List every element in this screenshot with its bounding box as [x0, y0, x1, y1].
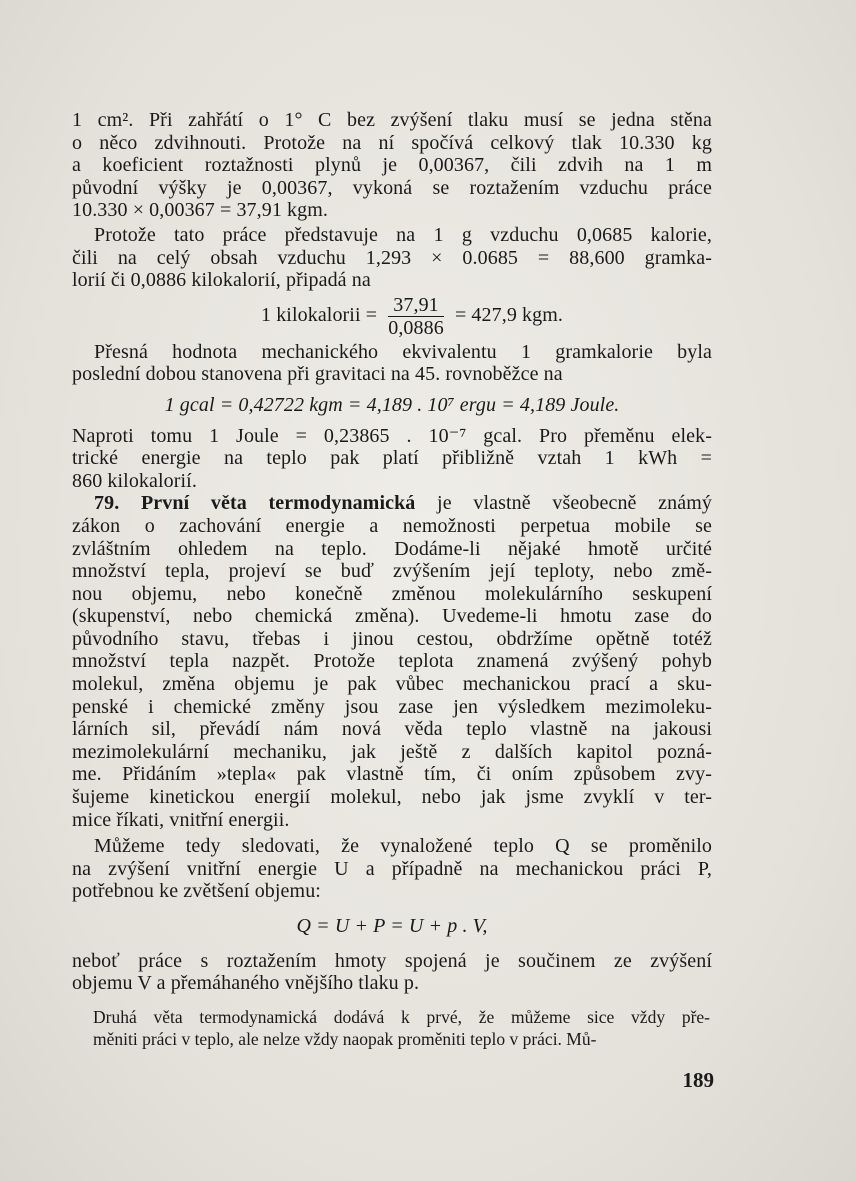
text-line: množství tepla nazpět. Protože teplota znamená zvýšený pohyb [72, 650, 712, 673]
text-line: penské i chemické změny jsou zase jen výsledkem mezimoleku- [72, 695, 712, 718]
text-line: neboť práce s roztažením hmoty spojená je součinem ze zvýšení [72, 949, 712, 972]
text-line: molekul, změna objemu je pak vůbec mechanickou prací a sku- [72, 673, 712, 696]
equation-kilokalorie [112, 294, 712, 339]
paragraph-7 [72, 950, 712, 995]
text-line: Naproti tomu 1 Joule = 0,23865 . 10⁻⁷ gcal. Pro přeměnu elek- [72, 424, 712, 447]
text-line: Můžeme tedy sledovati, že vynaložené teplo Q se proměnilo [94, 835, 712, 858]
paragraph-4 [72, 425, 712, 493]
text-line: trické energie na teplo pak platí přibližně vztah 1 kWh = [72, 447, 712, 470]
section-heading: 79. První věta termodynamická [94, 492, 416, 515]
text-line: nou objemu, nebo konečně změnou molekulárního seskupení [72, 582, 712, 605]
fraction [388, 294, 444, 339]
text-line: a koeficient roztažnosti plynů je 0,00367, čili zdvih na 1 m [72, 154, 712, 177]
text-line: potřebnou ke zvětšení objemu: [72, 880, 321, 903]
footnote [93, 1006, 710, 1050]
text-line: množství tepla, projeví se buď zvýšením její teploty, nebo změ- [72, 560, 712, 583]
paragraph-6 [72, 835, 712, 903]
fraction-denominator: 0,0886 [388, 316, 444, 339]
paragraph-1 [72, 109, 712, 222]
text-line: objemu V a přemáhaného vnějšího tlaku p. [72, 972, 420, 995]
text-line: Přesná hodnota mechanického ekvivalentu 1 gramkalorie byla [94, 340, 712, 363]
text-line: (skupenství, nebo chemická změna). Uvedeme-li hmotu zase do [72, 605, 712, 628]
equation-first-law: Q = U + P = U + p . V, [296, 915, 488, 937]
page-number: 189 [682, 1068, 714, 1092]
equation-right: = 427,9 kgm. [454, 303, 563, 326]
footnote-line: měniti práci v teplo, ale nelze vždy naopak proměniti teplo v práci. Mů- [93, 1029, 597, 1049]
text-line: 10.330 × 0,00367 = 37,91 kgm. [72, 199, 329, 222]
text-line [72, 492, 712, 515]
footnote-line: Druhá věta termodynamická dodává k prvé, že můžeme sice vždy pře- [93, 1007, 710, 1027]
text-line: o něco zdvihnouti. Protože na ní spočívá celkový tlak 10.330 kg [72, 131, 712, 154]
equation-gcal: 1 gcal = 0,42722 kgm = 4,189 . 10⁷ ergu = 4,189 Joule. [164, 393, 620, 416]
fraction-numerator: 37,91 [388, 294, 444, 317]
paragraph-79 [72, 492, 712, 831]
text-line: zákon o zachování energie a nemožnosti perpetua mobile se [72, 514, 712, 537]
text-line: Protože tato práce představuje na 1 g vzduchu 0,0685 kalorie, [94, 223, 712, 246]
text-line: lárních sil, převádí nám nová věda teplo vlastně na jakousi [72, 718, 712, 741]
text-line: původního stavu, třebas i jinou cestou, obdržíme opětně totéž [72, 627, 712, 650]
text-line: původní výšky je 0,00367, vykoná se roztažením vzduchu práce [72, 176, 712, 199]
text-line: zvláštním ohledem na teplo. Dodáme-li nějaké hmotě určité [72, 537, 712, 560]
paragraph-3 [72, 341, 712, 386]
text-line: šujeme kinetickou energií molekul, nebo jak jsme zvyklí v ter- [72, 786, 712, 809]
text-line: mice říkati, vnitřní energii. [72, 808, 290, 831]
text-line: 1 cm². Při zahřátí o 1° C bez zvýšení tlaku musí se jedna stěna [72, 109, 712, 131]
main-text [72, 109, 712, 995]
text-line: mezimolekulární mechaniku, jak ještě z dalších kapitol pozná- [72, 740, 712, 763]
text-line: čili na celý obsah vzduchu 1,293 × 0.0685 = 88,600 gramka- [72, 246, 712, 269]
text-line: poslední dobou stanovena při gravitaci na 45. rovnoběžce na [72, 363, 563, 386]
text-line: 860 kilokalorií. [72, 469, 197, 492]
text-line: me. Přidáním »tepla« pak vlastně tím, či oním způsobem zvy- [72, 763, 712, 786]
equation-left: 1 kilokalorii = [261, 303, 378, 326]
text-line: lorií či 0,0886 kilokalorií, připadá na [72, 269, 371, 292]
text-line: na zvýšení vnitřní energie U a případně na mechanickou práci P, [72, 857, 712, 880]
text-fragment: je vlastně všeobecně známý [415, 492, 712, 515]
paragraph-2 [72, 224, 712, 292]
